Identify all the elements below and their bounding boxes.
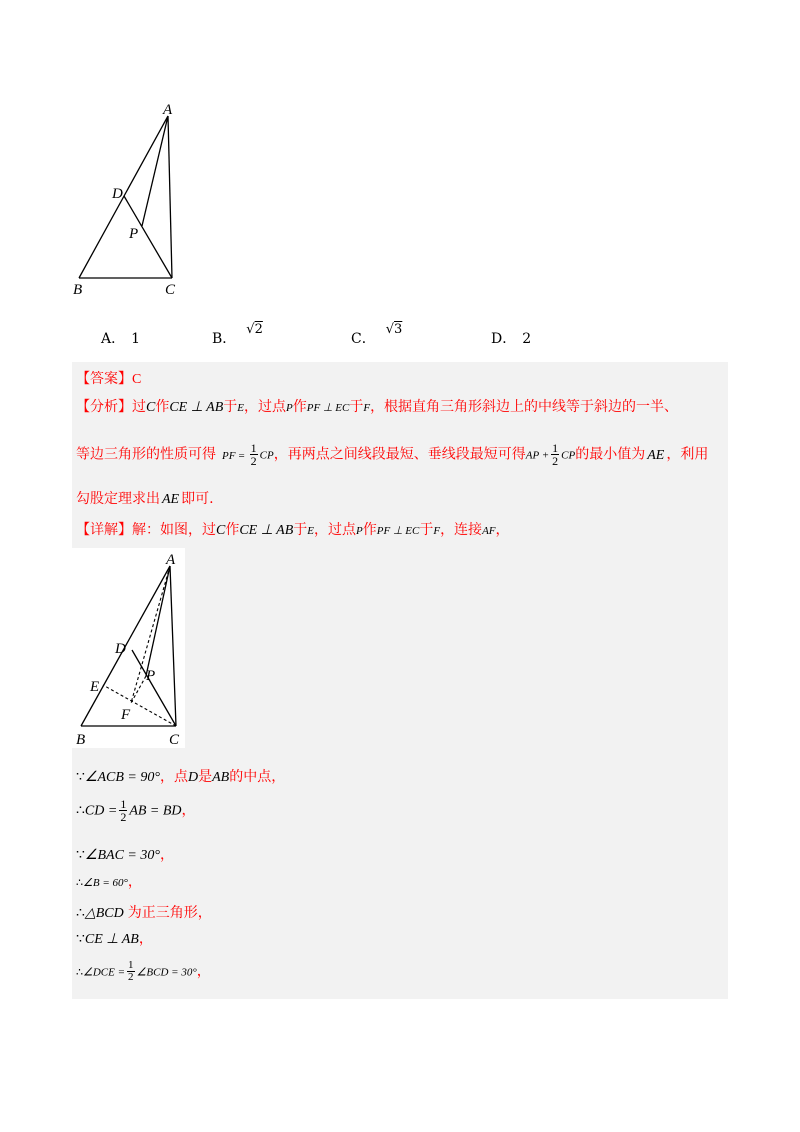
option-a-value: 1 — [131, 331, 141, 347]
math: △BCD — [84, 906, 124, 921]
label-b: B — [76, 732, 86, 748]
math: ∠BCD = 30° — [136, 966, 197, 979]
math: AE — [162, 492, 180, 507]
radical-sign: √ — [246, 322, 255, 337]
option-c-radical — [386, 322, 403, 337]
label-p: P — [129, 226, 139, 242]
analysis-tag: 【分析】 — [76, 399, 132, 415]
geometry-figure-1 — [66, 100, 196, 300]
math: = — [238, 449, 245, 462]
option-c-letter: C． — [351, 331, 376, 347]
label-e: E — [90, 679, 100, 695]
text: ， — [196, 963, 211, 980]
text: ， — [495, 522, 510, 538]
math: AE — [647, 447, 665, 463]
math: E — [237, 402, 245, 414]
math: CP — [259, 449, 274, 462]
segment-ac — [168, 116, 172, 278]
segment-ap — [146, 566, 170, 676]
step-5 — [76, 902, 212, 922]
math: C — [146, 400, 156, 415]
text: ，点 — [159, 769, 188, 785]
label-c: C — [165, 282, 176, 298]
math: F — [363, 402, 371, 414]
segment-ac — [170, 566, 176, 726]
therefore-symbol: ∴ — [76, 906, 85, 921]
label-a: A — [166, 552, 176, 568]
text: ， — [181, 802, 196, 819]
text: 等边三角形的性质可得 — [76, 446, 216, 463]
because-symbol: ∵ — [76, 770, 85, 785]
text: 是 — [198, 769, 213, 785]
text: ，利用 — [666, 446, 709, 463]
analysis-line-3 — [76, 488, 214, 508]
step-6 — [76, 928, 153, 948]
analysis-line-1 — [76, 396, 678, 416]
text: 作 — [292, 399, 307, 415]
math: AB = BD — [129, 803, 182, 819]
option-c[interactable] — [351, 322, 403, 348]
analysis-line-2 — [76, 442, 708, 467]
text: 即可. — [181, 491, 214, 507]
step-3 — [76, 844, 174, 864]
label-d: D — [115, 641, 126, 657]
answer-value: C — [132, 372, 142, 387]
because-symbol: ∵ — [76, 848, 85, 863]
geometry-figure-2 — [72, 548, 185, 748]
because-symbol: ∵ — [76, 932, 85, 947]
option-c-value: 3 — [394, 322, 403, 337]
solution-panel — [72, 362, 728, 999]
text: ， — [127, 874, 142, 890]
segment-pf-dashed — [131, 676, 146, 703]
answer-options — [101, 322, 701, 352]
text: 作 — [155, 399, 170, 415]
text: ，过点 — [314, 522, 357, 538]
math: CD = — [84, 803, 118, 819]
text: ，连接 — [440, 522, 483, 538]
text: 的中点， — [229, 769, 286, 785]
option-d-value: 2 — [522, 331, 532, 347]
fraction: $\frac{1}{2}$ — [128, 959, 134, 983]
option-a[interactable] — [101, 328, 140, 348]
text: ， — [159, 847, 174, 863]
segment-ce-dashed — [103, 685, 176, 726]
detail-tag: 【详解】 — [76, 522, 132, 538]
text: 解：如图，过 — [132, 522, 216, 538]
option-b-radical — [246, 322, 263, 337]
math: AF — [482, 525, 496, 537]
text: ，根据直角三角形斜边上的中线等于斜边的一半、 — [370, 399, 679, 415]
text: 于 — [223, 399, 238, 415]
text: 的最小值为 — [575, 446, 646, 463]
math: CE ⊥ AB — [84, 932, 139, 947]
text: 作 — [225, 522, 240, 538]
math: CE ⊥ AB — [239, 523, 294, 538]
segment-cd — [132, 650, 176, 726]
option-b-value: 2 — [254, 322, 263, 337]
label-d: D — [112, 186, 123, 202]
option-a-letter: A． — [101, 331, 126, 347]
math: PF ⊥ EC — [376, 525, 420, 537]
radical-sign: √ — [385, 322, 395, 337]
math: E — [307, 525, 315, 537]
segment-ap — [142, 116, 168, 226]
math: P — [356, 525, 363, 537]
option-b[interactable] — [212, 322, 263, 348]
text: 作 — [362, 522, 377, 538]
step-4 — [76, 871, 142, 891]
text: ，再两点之间线段最短、垂线段最短可得 — [273, 446, 526, 463]
fraction: $\frac{1}{2}$ — [120, 797, 127, 824]
math: ∠DCE = — [83, 966, 126, 979]
math: ∠ACB = 90° — [84, 770, 160, 785]
label-b: B — [73, 282, 83, 298]
math: CP — [561, 449, 576, 462]
math: AB — [212, 770, 230, 785]
label-c: C — [169, 732, 180, 748]
option-d[interactable] — [491, 328, 531, 348]
fraction: $\frac{1}{2}$ — [552, 441, 559, 468]
math: P — [286, 402, 293, 414]
math: ∠B = 60° — [83, 877, 128, 889]
text: ， — [138, 931, 153, 947]
math: CE ⊥ AB — [169, 400, 224, 415]
label-a: A — [163, 102, 173, 118]
therefore-symbol: ∴ — [76, 877, 83, 889]
step-1 — [76, 766, 285, 786]
text: ，过点 — [244, 399, 287, 415]
answer-tag: 【答案】 — [76, 371, 132, 387]
segment-ab — [79, 116, 168, 278]
math: C — [216, 523, 226, 538]
math: ∠BAC = 30° — [84, 848, 160, 863]
text: 勾股定理求出 — [76, 491, 160, 507]
label-f: F — [121, 707, 131, 723]
text: 为正三角形， — [127, 905, 212, 921]
math: PF ⊥ EC — [306, 402, 350, 414]
math: AP + — [525, 449, 550, 462]
step-2 — [76, 798, 196, 823]
answer-line — [76, 368, 141, 388]
therefore-symbol: ∴ — [76, 803, 85, 819]
detail-line-1 — [76, 519, 510, 539]
math: PF — [222, 449, 236, 462]
label-p: P — [146, 668, 156, 684]
text: 于 — [419, 522, 434, 538]
text: 过 — [132, 399, 146, 415]
step-7 — [76, 960, 211, 983]
text: 于 — [293, 522, 308, 538]
fraction: $\frac{1}{2}$ — [250, 441, 257, 468]
math: F — [433, 525, 441, 537]
option-b-letter: B． — [212, 331, 237, 347]
option-d-letter: D． — [491, 331, 517, 347]
therefore-symbol: ∴ — [76, 966, 83, 979]
text: 于 — [349, 399, 364, 415]
math: D — [187, 770, 199, 785]
